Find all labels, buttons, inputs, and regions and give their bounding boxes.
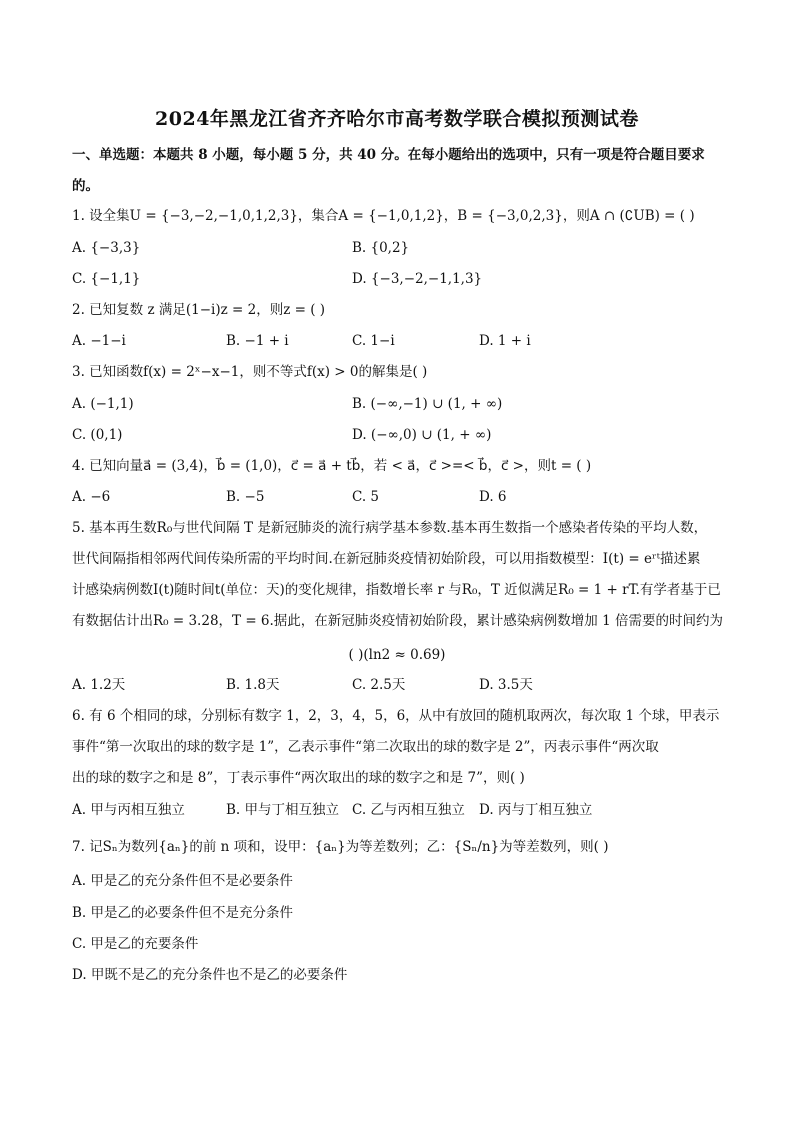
question-7-option-b[interactable]: B. 甲是乙的必要条件但不是充分条件 (72, 905, 294, 921)
question-5-option-a[interactable]: A. 1.2天 (72, 677, 126, 693)
question-4-option-c[interactable]: C. 5 (352, 489, 380, 505)
question-5-stem-tail: ( )(ln2 ≈ 0.69) (348, 647, 446, 663)
question-3-option-c[interactable]: C. (0,1) (72, 427, 123, 443)
question-3-stem: 3. 已知函数f(x) = 2ˣ−x−1，则不等式f(x) > 0的解集是( ) (72, 364, 428, 380)
question-6-option-d[interactable]: D. 丙与丁相互独立 (479, 802, 593, 818)
question-4-stem: 4. 已知向量a⃗ = (3,4)，b⃗ = (1,0)，c⃗ = a⃗ + tb⃗，若 < a⃗，c⃗ >=< b⃗，c⃗ >，则t = ( ) (72, 458, 592, 474)
question-1-option-b[interactable]: B. {0,2} (352, 240, 410, 256)
question-3-option-a[interactable]: A. (−1,1) (72, 396, 134, 412)
question-5-stem-line1: 5. 基本再生数R₀与世代间隔 T 是新冠肺炎的流行病学基本参数.基本再生数指一个感染者传染的平均人数， (72, 520, 708, 536)
question-5-option-c[interactable]: C. 2.5天 (352, 677, 406, 693)
question-5-stem-line3: 计感染病例数I(t)随时间t(单位：天)的变化规律，指数增长率 r 与R₀，T 近似满足R₀ = 1 + rT.有学者基于已 (72, 582, 721, 598)
section-heading-line1: 一、单选题：本题共 8 小题，每小题 5 分，共 40 分。在每小题给出的选项中，只有一项是符合题目要求 (72, 147, 705, 163)
question-4-option-b[interactable]: B. −5 (226, 489, 265, 505)
question-6-stem-line3: 出的球的数字之和是 8”，丁表示事件“两次取出的球的数字之和是 7”，则( ) (72, 770, 525, 786)
question-6-stem-line2: 事件“第一次取出的球的数字是 1”，乙表示事件“第二次取出的球的数字是 2”，丙表示事件“两次取 (72, 739, 659, 755)
question-6-option-b[interactable]: B. 甲与丁相互独立 (226, 802, 340, 818)
question-3-option-b[interactable]: B. (−∞,−1) ∪ (1, + ∞) (352, 396, 503, 412)
page-title: 2024年黑龙江省齐齐哈尔市高考数学联合模拟预测试卷 (155, 108, 639, 130)
question-2-option-b[interactable]: B. −1 + i (226, 333, 289, 349)
question-4-option-d[interactable]: D. 6 (479, 489, 507, 505)
question-7-option-d[interactable]: D. 甲既不是乙的充分条件也不是乙的必要条件 (72, 967, 348, 983)
section-heading-line2: 的。 (72, 178, 99, 194)
question-5-stem-line2: 世代间隔指相邻两代间传染所需的平均时间.在新冠肺炎疫情初始阶段，可以用指数模型：I(t) = eʳᵗ描述累 (72, 551, 701, 567)
question-2-option-c[interactable]: C. 1−i (352, 333, 395, 349)
question-7-option-c[interactable]: C. 甲是乙的充要条件 (72, 936, 199, 952)
question-7-stem: 7. 记Sₙ为数列{aₙ}的前 n 项和，设甲：{aₙ}为等差数列；乙：{Sₙ/n}为等差数列，则( ) (72, 839, 609, 855)
question-2-stem: 2. 已知复数 z 满足(1−i)z = 2，则z = ( ) (72, 302, 326, 318)
question-5-option-d[interactable]: D. 3.5天 (479, 677, 533, 693)
question-2-option-a[interactable]: A. −1−i (72, 333, 126, 349)
question-3-option-d[interactable]: D. (−∞,0) ∪ (1, + ∞) (352, 427, 492, 443)
question-1-option-a[interactable]: A. {−3,3} (72, 240, 141, 256)
question-5-option-b[interactable]: B. 1.8天 (226, 677, 280, 693)
question-1-stem: 1. 设全集U = {−3,−2,−1,0,1,2,3}，集合A = {−1,0,1,2}，B = {−3,0,2,3}，则A ∩ (∁UB) = ( ) (72, 208, 695, 224)
question-2-option-d[interactable]: D. 1 + i (479, 333, 531, 349)
question-6-option-a[interactable]: A. 甲与丙相互独立 (72, 802, 185, 818)
question-6-stem-line1: 6. 有 6 个相同的球，分别标有数字 1，2，3，4，5，6，从中有放回的随机取两次，每次取 1 个球，甲表示 (72, 708, 720, 724)
question-4-option-a[interactable]: A. −6 (72, 489, 111, 505)
question-1-option-d[interactable]: D. {−3,−2,−1,1,3} (352, 271, 483, 287)
question-6-option-c[interactable]: C. 乙与丙相互独立 (352, 802, 465, 818)
question-1-option-c[interactable]: C. {−1,1} (72, 271, 141, 287)
question-7-option-a[interactable]: A. 甲是乙的充分条件但不是必要条件 (72, 873, 293, 889)
question-5-stem-line4: 有数据估计出R₀ = 3.28，T = 6.据此，在新冠肺炎疫情初始阶段，累计感染病例数增加 1 倍需要的时间约为 (72, 613, 723, 629)
